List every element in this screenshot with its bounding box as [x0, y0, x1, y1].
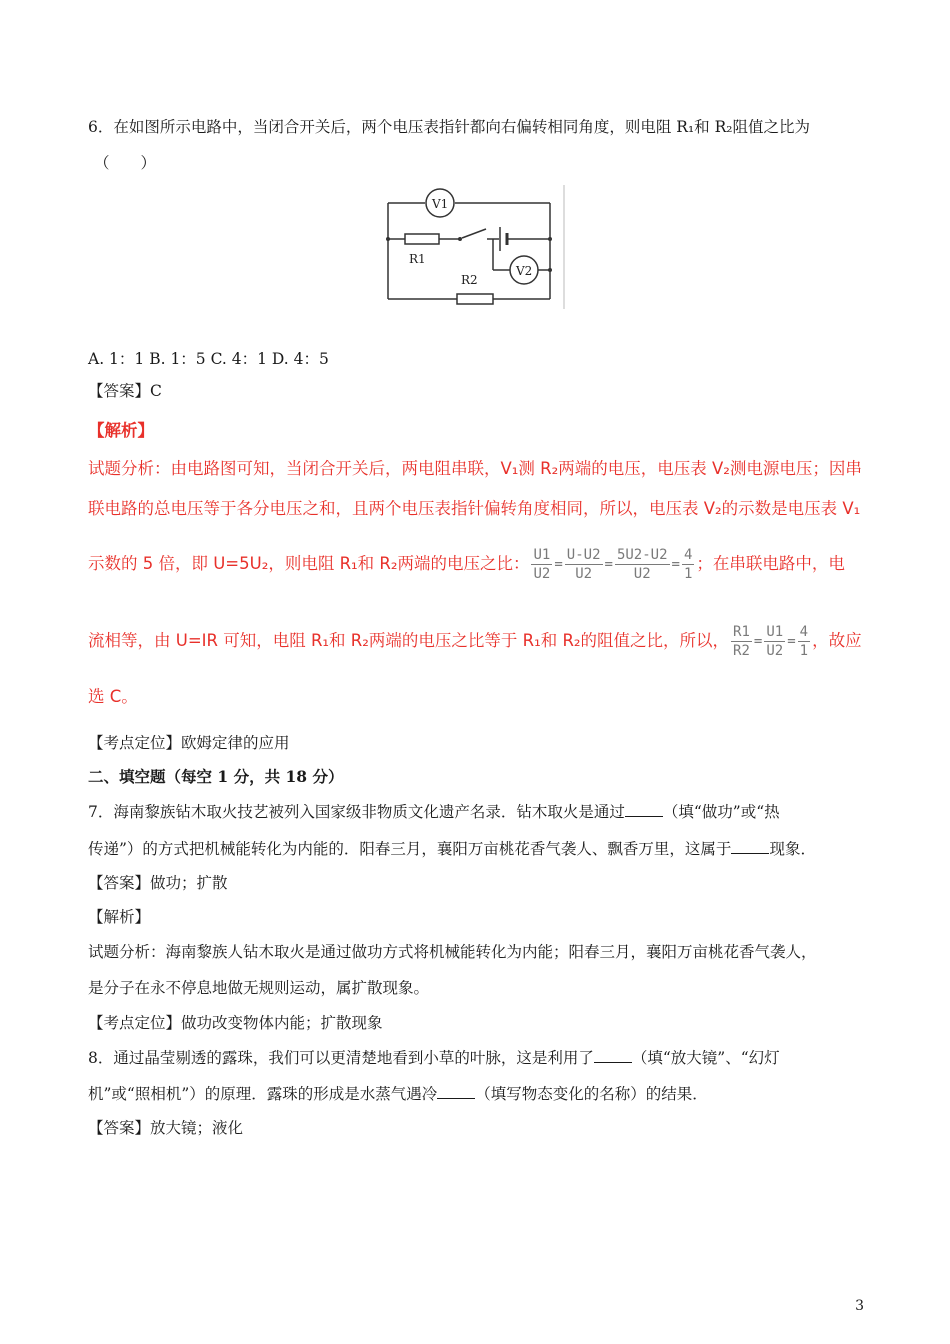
q7-analysis-line1: 试题分析：海南黎族人钻木取火是通过做功方式将机械能转化为内能；阳春三月，襄阳万亩桃花香气袭人，	[88, 943, 817, 961]
q6-kaodian: 【考点定位】欧姆定律的应用	[88, 734, 290, 752]
ratio-fraction-1: $\frac{U1}{U2}$	[533, 547, 551, 582]
analysis-line3-text: 示数的 5 倍，即 U=5U₂，则电阻 R₁和 R₂两端的电压之比：	[88, 554, 530, 573]
ratio-fraction-7: $\frac{4}{1}$	[799, 624, 809, 659]
q8-line1: 8．通过晶莹剔透的露珠，我们可以更清楚地看到小草的叶脉，这是利用了 （填“放大镜”、“幻灯	[88, 1049, 780, 1067]
analysis-line4-tail: ，故应	[812, 631, 862, 650]
ratio-fraction-6: $\frac{U1}{U2}$	[766, 624, 784, 659]
q6-analysis-line5: 选 C。	[88, 687, 138, 706]
q7-kaodian: 【考点定位】做功改变物体内能；扩散现象	[88, 1014, 383, 1032]
q7-answer: 【答案】做功；扩散	[88, 874, 228, 892]
q8-blank-2[interactable]	[437, 1084, 475, 1099]
q7-blank-2[interactable]	[731, 839, 769, 854]
analysis-line3-tail: ；在串联电路中，电	[696, 554, 845, 573]
q7-line1: 7．海南黎族钻木取火技艺被列入国家级非物质文化遗产名录．钻木取火是通过 （填“做功”或“热	[88, 803, 780, 821]
page-number: 3	[855, 1298, 864, 1314]
ratio-fraction-2: $\frac{U-U2}{U2}$	[566, 547, 601, 582]
ratio-fraction-4: $\frac{4}{1}$	[683, 547, 693, 582]
q6-stem-line2: （ ）	[94, 154, 157, 172]
q8-blank-1[interactable]	[594, 1048, 632, 1063]
q6-analysis-line4: 流相等，由 U=IR 可知，电阻 R₁和 R₂两端的电压之比等于 R₁和 R₂的阻值之比，所以， $\frac{R1}{R2}$ = $\frac{U1}{U2}$ = $\frac{4}{1}$ ，故应	[88, 624, 862, 659]
q6-answer: 【答案】C	[88, 382, 162, 400]
q6-options: A. 1：1 B. 1：5 C. 4：1 D. 4：5	[88, 350, 329, 368]
section-heading: 二、填空题（每空 1 分，共 18 分）	[88, 767, 344, 786]
q7-line2: 传递”）的方式把机械能转化为内能的．阳春三月，襄阳万亩桃花香气袭人、飘香万里，这属于 现象．	[88, 840, 816, 858]
q6-analysis-title: 【解析】	[88, 421, 154, 440]
q7-analysis-line2: 是分子在永不停息地做无规则运动，属扩散现象。	[88, 979, 430, 997]
q6-analysis-line2: 联电路的总电压等于各分电压之和，且两个电压表指针偏转角度相同，所以，电压表 V₂的示数是电压表 V₁	[88, 499, 861, 518]
r1-label: R1	[409, 252, 426, 266]
resistor-r2	[457, 294, 493, 304]
q7-analysis-title: 【解析】	[88, 908, 151, 926]
v1-label: V1	[432, 197, 449, 211]
q7-blank-1[interactable]	[625, 802, 663, 817]
r2-label: R2	[461, 273, 478, 287]
q6-analysis-line1: 试题分析：由电路图可知，当闭合开关后，两电阻串联，V₁测 R₂两端的电压，电压表 V₂测电源电压；因串	[88, 459, 862, 478]
q8-line2: 机”或“照相机”）的原理．露珠的形成是水蒸气遇冷 （填写物态变化的名称）的结果．	[88, 1085, 708, 1103]
circuit-diagram	[383, 183, 569, 311]
v2-label: V2	[516, 264, 533, 278]
ratio-fraction-5: $\frac{R1}{R2}$	[733, 624, 750, 659]
ratio-fraction-3: $\frac{5U2-U2}{U2}$	[616, 547, 668, 582]
q6-analysis-line3: 示数的 5 倍，即 U=5U₂，则电阻 R₁和 R₂两端的电压之比： $\frac{U1}{U2}$ = $\frac{U-U2}{U2}$ = $\frac{5U2-U2}{U2}$ = $\frac{4}{1}$ ；在串联电路中，电	[88, 547, 845, 582]
analysis-line4-text: 流相等，由 U=IR 可知，电阻 R₁和 R₂两端的电压之比等于 R₁和 R₂的阻值之比，所以，	[88, 631, 730, 650]
q6-stem-line1: 6．在如图所示电路中，当闭合开关后，两个电压表指针都向右偏转相同角度，则电阻 R₁和 R₂阻值之比为	[88, 118, 810, 136]
q8-answer: 【答案】放大镜；液化	[88, 1119, 244, 1137]
resistor-r1	[405, 234, 439, 244]
